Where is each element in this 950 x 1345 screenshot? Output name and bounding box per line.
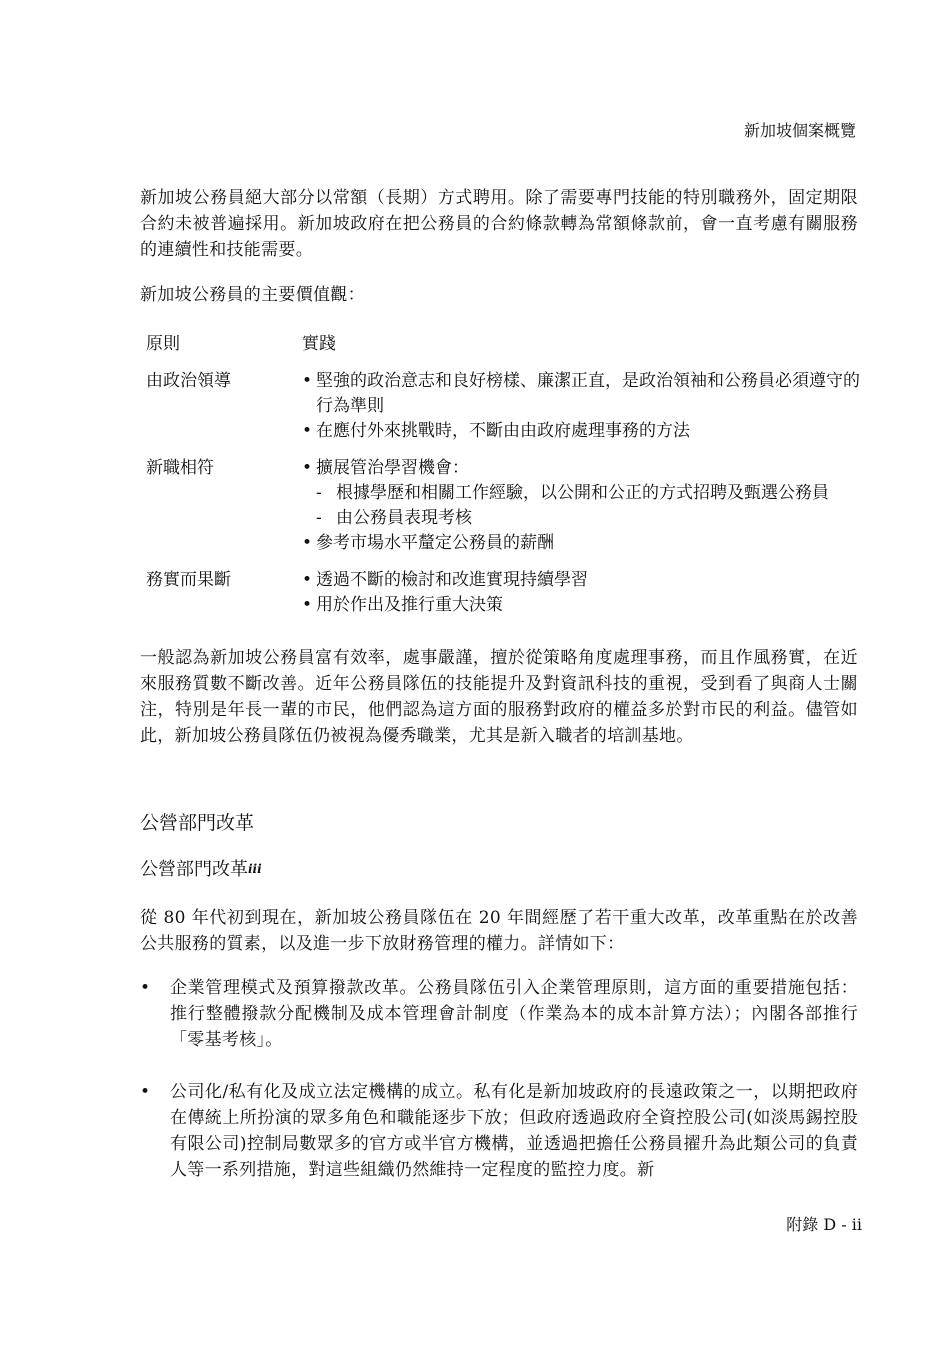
table-header-row: [140, 332, 860, 357]
list-item: [140, 975, 858, 1053]
table-row: [140, 456, 860, 556]
bullet-dot-icon: •: [302, 371, 313, 391]
column-header-principle: 原則: [146, 334, 180, 354]
bullet-dot-icon: •: [302, 533, 313, 553]
practice-sub-text: 由公務員表現考核: [336, 508, 472, 528]
table-row: [140, 568, 860, 618]
bullet-dot-icon: •: [302, 595, 313, 615]
practice-cell: [302, 568, 860, 618]
bullet-dot-icon: •: [302, 458, 313, 478]
practice-sub-item: [302, 481, 860, 506]
bullet-dot-icon: •: [140, 1082, 151, 1102]
page-number: 附錄 D - ii: [786, 1215, 862, 1234]
subsection-heading-text: 公營部門改革: [140, 859, 248, 880]
practice-text: 在應付外來挑戰時，不斷由由政府處理事務的方法: [316, 421, 690, 441]
practice-cell: [302, 456, 860, 556]
bullet-dot-icon: •: [302, 421, 313, 441]
reform-intro-paragraph: 從 80 年代初到現在，新加坡公務員隊伍在 20 年間經歷了若干重大改革，改革重點在於改善公共服務的質素，以及進一步下放財務管理的權力。詳情如下：: [140, 908, 858, 954]
column-header-practice: 實踐: [302, 334, 336, 354]
bullet-dot-icon: •: [302, 570, 313, 590]
practice-bullet: [302, 456, 860, 481]
list-item-text: 企業管理模式及預算撥款改革。公務員隊伍引入企業管理原則，這方面的重要措施包括：推行整體撥款分配機制及成本管理會計制度（作業為本的成本計算方法）；內閣各部推行「零基考核」。: [170, 978, 858, 1050]
list-item: [140, 1079, 858, 1183]
principle-cell: 新職相符: [146, 458, 214, 478]
dash-icon: -: [316, 508, 322, 528]
assessment-paragraph: 一般認為新加坡公務員富有效率，處事嚴謹，擅於從策略角度處理事務，而且作風務實，在近來服務質數不斷改善。近年公務員隊伍的技能提升及對資訊科技的重視，受到看了與商人士關注，特別是年長一輩的市民，他們認為這方面的服務對政府的權益多於對市民的利益。儘管如此，新加坡公務員隊伍仍被視為優秀職業，尤其是新入職者的培訓基地。: [140, 648, 858, 746]
list-item-text: 公司化/私有化及成立法定機構的成立。私有化是新加坡政府的長遠政策之一，以期把政府在傳統上所扮演的眾多角色和職能逐步下放；但政府透過政府全資控股公司(如淡馬錫控股有限公司)控制局數眾多的官方或半官方機構，並透過把擔任公務員擢升為此類公司的負責人等一系列措施，對這些組織仍然維持一定程度的監控力度。新: [170, 1082, 858, 1180]
bullet-dot-icon: •: [140, 978, 151, 998]
reform-list: [140, 975, 858, 1209]
practice-text: 透過不斷的檢討和改進實現持續學習: [316, 570, 588, 590]
practice-text: 用於作出及推行重大決策: [316, 595, 503, 615]
practice-sub-item: [302, 506, 860, 531]
practice-bullet: [302, 531, 860, 556]
practice-sub-text: 根據學歷和相關工作經驗，以公開和公正的方式招聘及甄選公務員: [336, 483, 829, 503]
practice-bullet: [302, 369, 860, 419]
principle-cell: 務實而果斷: [146, 570, 231, 590]
practice-text: 堅強的政治意志和良好榜樣、廉潔正直，是政治領袖和公務員必須遵守的行為準則: [316, 371, 860, 416]
practice-bullet: [302, 568, 860, 593]
dash-icon: -: [316, 483, 322, 503]
values-table: [140, 332, 860, 630]
principle-cell: 由政治領導: [146, 371, 231, 391]
practice-text: 參考市場水平釐定公務員的薪酬: [316, 533, 554, 553]
practice-cell: [302, 369, 860, 444]
practice-bullet: [302, 419, 860, 444]
table-row: [140, 369, 860, 444]
subsection-heading: [140, 855, 262, 881]
values-lead-in: 新加坡公務員的主要價值觀：: [140, 285, 365, 305]
section-heading: 公營部門改革: [140, 812, 255, 834]
endnote-marker: iii: [248, 862, 262, 876]
practice-text: 擴展管治學習機會：: [316, 458, 469, 478]
running-header: 新加坡個案概覽: [743, 121, 856, 140]
intro-paragraph: 新加坡公務員絕大部分以常額（長期）方式聘用。除了需要專門技能的特別職務外，固定期限合約未被普遍採用。新加坡政府在把公務員的合約條款轉為常額條款前，會一直考慮有關服務的連續性和技能需要。: [140, 188, 858, 260]
practice-bullet: [302, 593, 860, 618]
